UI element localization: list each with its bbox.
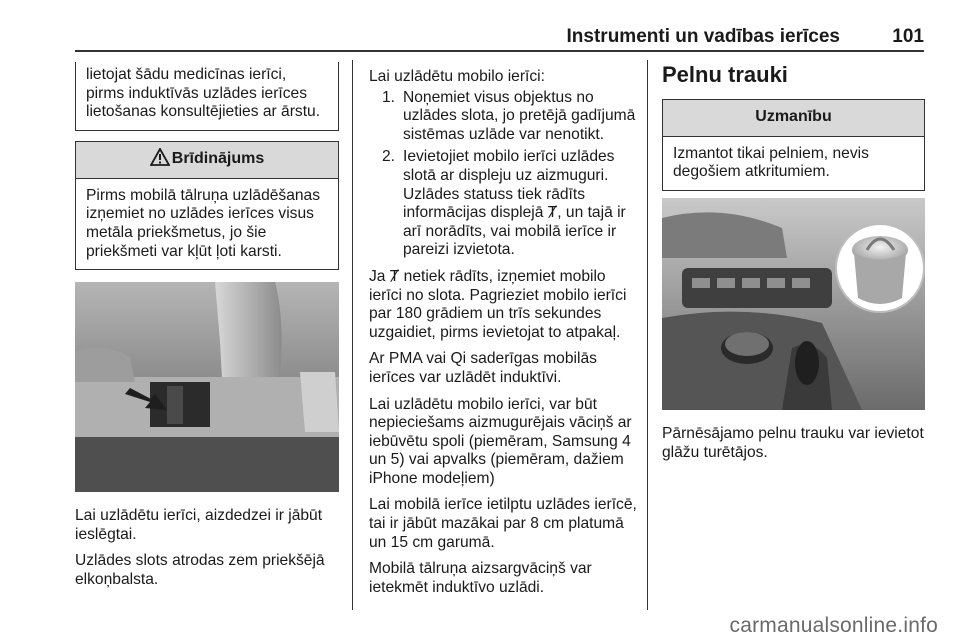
warning-box-header — [76, 142, 338, 179]
step-item — [369, 89, 637, 145]
charging-steps — [369, 89, 637, 260]
warning-triangle-icon — [150, 148, 170, 172]
warning-text: Pirms mobilā tālruņa uzlādēšanas izņemiet no uzlādes ierīces visus metāla priekšmetus, jo šie priekšmeti var kļūt ļoti karsti. — [86, 186, 321, 260]
rotate-device-paragraph: Ja Ⱦ netiek rādīts, izņemiet mobilo ierīci no slota. Pagrieziet mobilo ierīci par 180 grādiem un trīs sekundes uzgaidiet, pirms ievietojat to atpakaļ. — [369, 267, 627, 341]
charging-slot-photo — [75, 282, 339, 492]
column-divider-left — [352, 60, 353, 610]
ashtray-heading: Pelnu trauki — [662, 62, 788, 87]
protective-cover-paragraph: Mobilā tālruņa aizsargvāciņš var ietekmēt induktīvo uzlādi. — [369, 560, 592, 596]
caution-title: Uzmanību — [755, 108, 832, 126]
note-box-text: lietojat šādu medicīnas ierīci, pirms induktīvās uzlādes ierīces lietošanas konsultējieties ar ārstu. — [86, 66, 321, 121]
column-3-bottom — [662, 425, 925, 470]
step-item — [369, 148, 637, 260]
note-box-continued — [75, 62, 339, 131]
page-header-title: Instrumenti un vadības ierīces — [566, 26, 840, 47]
warning-title: Brīdinājums — [171, 150, 265, 168]
caution-text: Izmantot tikai pelniem, nevis degošiem atkritumiem. — [673, 144, 869, 181]
warning-box — [75, 141, 339, 270]
step-number: 1. — [381, 88, 395, 106]
ignition-paragraph: Lai uzlādētu ierīci, aizdedzei ir jābūt ieslēgtai. — [75, 507, 323, 543]
column-2 — [369, 68, 637, 605]
step-number: 2. — [381, 148, 395, 166]
step-text: Noņemiet visus objektus no uzlādes slota, jo pretējā gadījumā sistēmas uzlāde var nenotikt. — [403, 88, 636, 143]
pma-qi-paragraph: Ar PMA vai Qi saderīgas mobilās ierīces var uzlādēt induktīvi. — [369, 350, 597, 386]
size-limit-paragraph: Lai mobilā ierīce ietilptu uzlādes ierīcē, tai ir jābūt mazākai par 8 cm platumā un 15 cm garumā. — [369, 496, 637, 551]
slot-location-paragraph: Uzlādes slots atrodas zem priekšējā elkoņbalsta. — [75, 552, 325, 588]
charging-intro: Lai uzlādētu mobilo ierīci: — [369, 68, 545, 85]
step-text: Ievietojiet mobilo ierīci uzlādes slotā ar displeju uz aizmuguri. Uzlādes statuss tiek rādīts informācijas displejā Ⱦ, un tajā ir arī norādīts, vai mobilā ierīce ir pareizi izvietota. — [403, 148, 626, 259]
page-number: 101 — [892, 26, 924, 47]
caution-box — [662, 99, 925, 191]
caution-box-header — [663, 100, 924, 137]
column-1 — [75, 62, 339, 270]
column-divider-right — [647, 60, 648, 610]
ashtray-photo — [662, 198, 925, 410]
column-1-bottom — [75, 507, 339, 597]
portable-ashtray-paragraph: Pārnēsājamo pelnu trauku var ievietot glāžu turētājos. — [662, 425, 924, 461]
column-3 — [662, 62, 925, 191]
header-rule — [75, 50, 924, 52]
watermark: carmanualsonline.info — [729, 614, 938, 637]
back-cover-paragraph: Lai uzlādētu mobilo ierīci, var būt nepieciešams aizmugurējais vāciņš ar iebūvētu spoli (piemēram, Samsung 4 un 5) vai apvalks (piemēram, dažiem iPhone modeļiem) — [369, 395, 632, 487]
